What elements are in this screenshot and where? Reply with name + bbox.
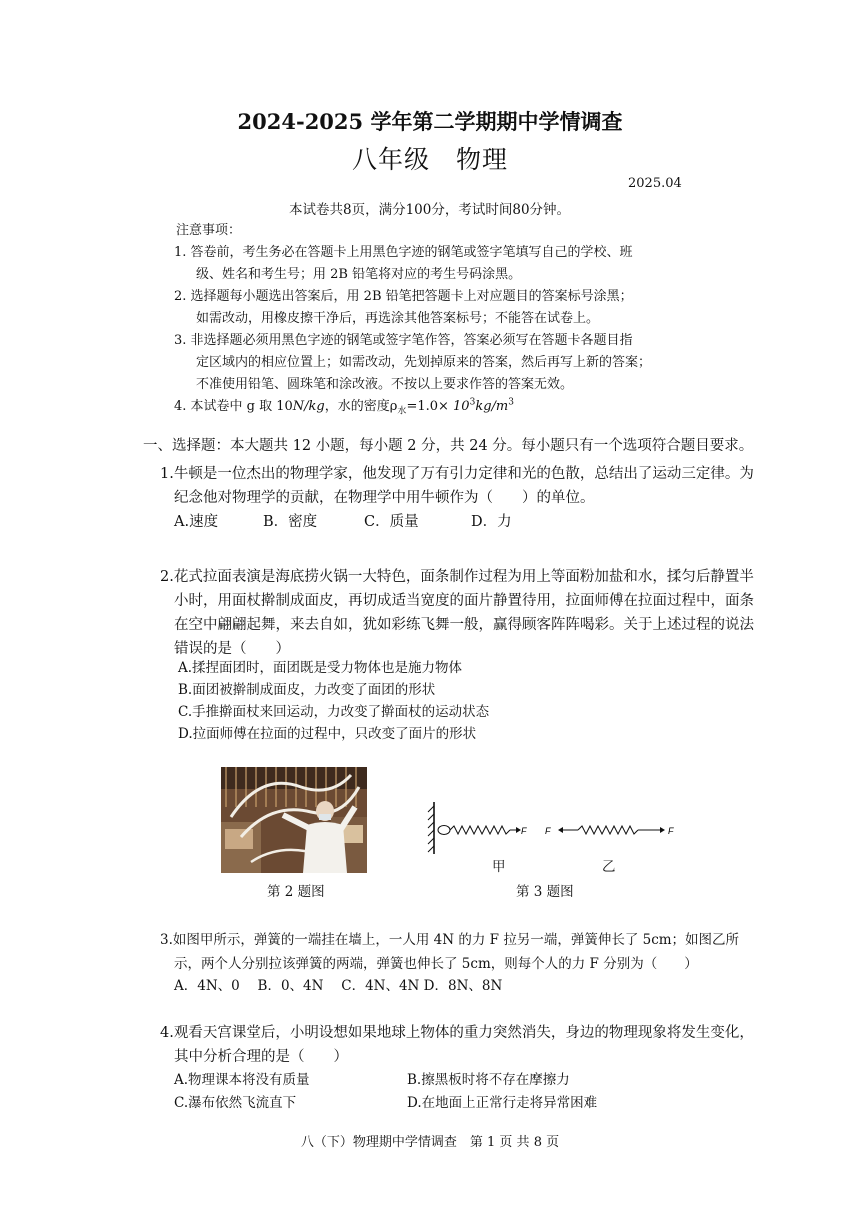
question-2-option: C.手推擀面杖来回运动，力改变了擀面杖的运动状态 [178,704,490,720]
question-2-line: 2.花式拉面表演是海底捞火锅一大特色，面条制作过程为用上等面粉加盐和水，揉匀后静置半 [160,569,754,585]
exam-subtitle: 八年级 物理 [351,145,508,174]
question-2-line: 在空中翩翩起舞，来去自如，犹如彩练飞舞一般，赢得顾客阵阵喝彩。关于上述过程的说法 [174,617,754,633]
notice-item-4 [174,395,514,417]
question-1-option: C．质量 [364,514,419,530]
unit-kg-per-m: kg/m [475,399,509,414]
notice-item-4-mid: ，水的密度ρ [324,399,398,414]
notice-line: 1. 答卷前，考生务必在答题卡上用黑色字迹的钢笔或签字笔填写自己的学校、班 [174,245,633,260]
question-1-line: 纪念他对物理学的贡献，在物理学中用牛顿作为（ ）的单位。 [174,490,595,506]
question-1-option: A.速度 [174,514,219,530]
question-3-line: 示，两个人分别拉该弹簧的两端，弹簧也伸长了 5cm，则每个人的力 F 分别为（ ） [174,956,698,972]
question-4-line: 4.观看天宫课堂后，小明设想如果地球上物体的重力突然消失，身边的物理现象将发生变化， [160,1025,754,1041]
question-3-line: 3.如图甲所示，弹簧的一端挂在墙上，一人用 4N 的力 F 拉另一端，弹簧伸长了 5cm；如图乙所 [160,932,740,948]
figure-3-caption: 第 3 题图 [516,884,574,900]
notice-line: 定区域内的相应位置上；如需改动，先划掉原来的答案，然后再写上新的答案； [196,355,652,370]
question-2-line: 小时，用面杖擀制成面皮，再切成适当宽度的面片静置待用，拉面师傅在拉面过程中，面条 [174,593,754,609]
label-jia: 甲 [492,859,506,875]
question-1-line: 1.牛顿是一位杰出的物理学家，他发现了万有引力定律和光的色散，总结出了运动三定律。为 [160,466,754,482]
exam-title: 2024-2025 学年第二学期期中学情调查 [237,109,623,134]
label-yi: 乙 [602,859,616,875]
noodle-chef-photo [221,767,367,873]
question-2-option: D.拉面师傅在拉面的过程中，只改变了面片的形状 [178,726,477,742]
question-1-option: B．密度 [263,514,318,530]
subscript-water: 水 [397,406,407,417]
power-exponent: 3 [469,397,476,408]
question-4-option: C.瀑布依然飞流直下 [174,1095,297,1111]
notice-line: 2. 选择题每小题选出答案后，用 2B 铅笔把答题卡上对应题目的答案标号涂黑； [174,289,633,304]
question-2-line: 错误的是（ ） [174,641,290,657]
section-heading: 一、选择题：本大题共 12 小题，每小题 2 分，共 24 分。每小题只有一个选项符合题目要求。 [143,438,754,454]
question-2-option: A.揉捏面团时，面团既是受力物体也是施力物体 [178,660,463,676]
question-3-options: A．4N、0 B．0、4N C．4N、4N D．8N、8N [174,978,503,994]
figure-2-caption: 第 2 题图 [267,884,325,900]
force-label-jia: F [521,826,527,836]
question-2-option: B.面团被擀制成面皮，力改变了面团的形状 [178,682,436,698]
notice-line: 3. 非选择题必须用黑色字迹的钢笔或签字笔作答，答案必须写在答题卡各题目指 [174,333,633,348]
notice-heading: 注意事项： [176,223,242,238]
notice-line: 级、姓名和考生号；用 2B 铅笔将对应的考生号码涂黑。 [196,267,522,282]
notice-line: 不准使用铅笔、圆珠笔和涂改液。不按以上要求作答的答案无效。 [196,377,574,392]
force-label-yi-right: F [668,826,674,836]
power-base: 10 [453,399,470,414]
spring-diagram [420,800,690,880]
exam-date: 2025.04 [628,176,682,191]
unit-exponent: 3 [508,397,514,408]
question-4-line: 其中分析合理的是（ ） [174,1049,348,1065]
notice-item-4-eq: =1.0× [406,399,454,414]
question-1-option: D．力 [471,514,512,530]
notice-item-4-prefix: 4. 本试卷中 g 取 10 [174,399,293,414]
page-footer: 八（下）物理期中学情调查 第 1 页 共 8 页 [300,1135,560,1150]
notice-line: 如需改动，用橡皮擦干净后，再选涂其他答案标号；不能答在试卷上。 [196,311,600,326]
question-4-option: B.擦黑板时将不存在摩擦力 [407,1072,570,1088]
force-label-yi-left: F [545,826,551,836]
exam-info: 本试卷共8页，满分100分，考试时间80分钟。 [289,202,571,218]
question-4-option: A.物理课本将没有质量 [174,1072,310,1088]
unit-n-per-kg: N/kg [292,399,325,414]
question-4-option: D.在地面上正常行走将异常困难 [407,1095,598,1111]
